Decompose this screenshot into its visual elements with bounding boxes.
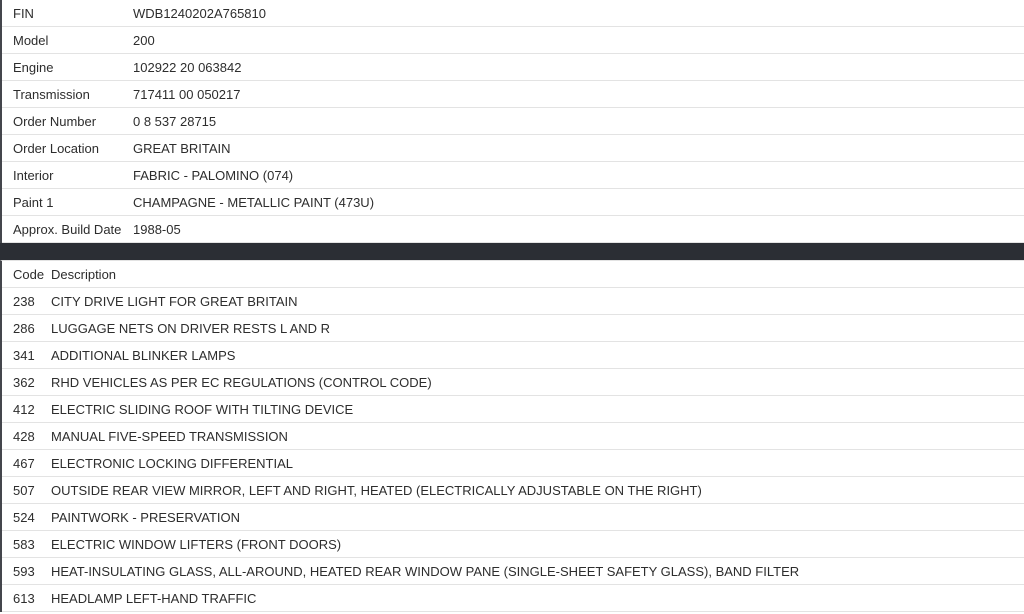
option-description: ADDITIONAL BLINKER LAMPS [51,347,236,363]
info-label: Order Location [13,140,99,156]
option-description: CITY DRIVE LIGHT FOR GREAT BRITAIN [51,293,298,309]
info-row-paint [2,189,1024,216]
info-row-order-number [2,108,1024,135]
info-row-transmission [2,81,1024,108]
code-row [2,477,1024,504]
code-row [2,423,1024,450]
option-description: OUTSIDE REAR VIEW MIRROR, LEFT AND RIGHT, HEATED (ELECTRICALLY ADJUSTABLE ON THE RIGHT) [51,482,702,498]
info-row-interior [2,162,1024,189]
equipment-codes-table [0,260,1024,612]
option-description: MANUAL FIVE-SPEED TRANSMISSION [51,428,288,444]
info-label: Approx. Build Date [13,221,122,237]
vehicle-info-table [0,0,1024,243]
info-value: 0 8 537 28715 [133,113,217,129]
code-row [2,585,1024,612]
section-separator-bar [0,243,1024,260]
code-row [2,396,1024,423]
info-row-model [2,27,1024,54]
option-description: ELECTRIC WINDOW LIFTERS (FRONT DOORS) [51,536,342,552]
code-row [2,531,1024,558]
option-description: HEAT-INSULATING GLASS, ALL-AROUND, HEATED REAR WINDOW PANE (SINGLE-SHEET SAFETY GLASS), BAND FILTER [51,563,800,579]
code-row [2,369,1024,396]
info-label: FIN [13,5,34,21]
info-row-fin [2,0,1024,27]
option-code: 583 [13,536,35,552]
info-label: Order Number [13,113,97,129]
option-description: LUGGAGE NETS ON DRIVER RESTS L AND R [51,320,331,336]
option-code: 238 [13,293,35,309]
code-row [2,342,1024,369]
info-value: 717411 00 050217 [133,86,241,102]
option-code: 341 [13,347,35,363]
description-column-header: Description [51,266,117,282]
info-value: WDB1240202A765810 [133,5,266,21]
option-code: 524 [13,509,35,525]
info-value: 200 [133,32,155,48]
option-code: 412 [13,401,35,417]
code-row [2,558,1024,585]
info-row-build-date [2,216,1024,243]
option-code: 286 [13,320,35,336]
option-code: 507 [13,482,35,498]
info-value: FABRIC - PALOMINO (074) [133,167,294,183]
option-code: 428 [13,428,35,444]
option-code: 613 [13,590,35,606]
code-row [2,288,1024,315]
info-value: GREAT BRITAIN [133,140,231,156]
info-value: 102922 20 063842 [133,59,242,75]
info-label: Model [13,32,49,48]
option-description: ELECTRONIC LOCKING DIFFERENTIAL [51,455,293,471]
option-description: ELECTRIC SLIDING ROOF WITH TILTING DEVICE [51,401,354,417]
option-code: 593 [13,563,35,579]
option-code: 362 [13,374,35,390]
code-row [2,315,1024,342]
option-description: HEADLAMP LEFT-HAND TRAFFIC [51,590,257,606]
info-label: Paint 1 [13,194,54,210]
info-row-engine [2,54,1024,81]
option-description: PAINTWORK - PRESERVATION [51,509,241,525]
option-description: RHD VEHICLES AS PER EC REGULATIONS (CONTROL CODE) [51,374,432,390]
info-value: 1988-05 [133,221,181,237]
code-row [2,504,1024,531]
code-column-header: Code [13,266,45,282]
info-label: Engine [13,59,54,75]
codes-header-row [2,261,1024,288]
info-label: Interior [13,167,54,183]
info-label: Transmission [13,86,90,102]
info-value: CHAMPAGNE - METALLIC PAINT (473U) [133,194,375,210]
code-row [2,450,1024,477]
option-code: 467 [13,455,35,471]
info-row-order-location [2,135,1024,162]
